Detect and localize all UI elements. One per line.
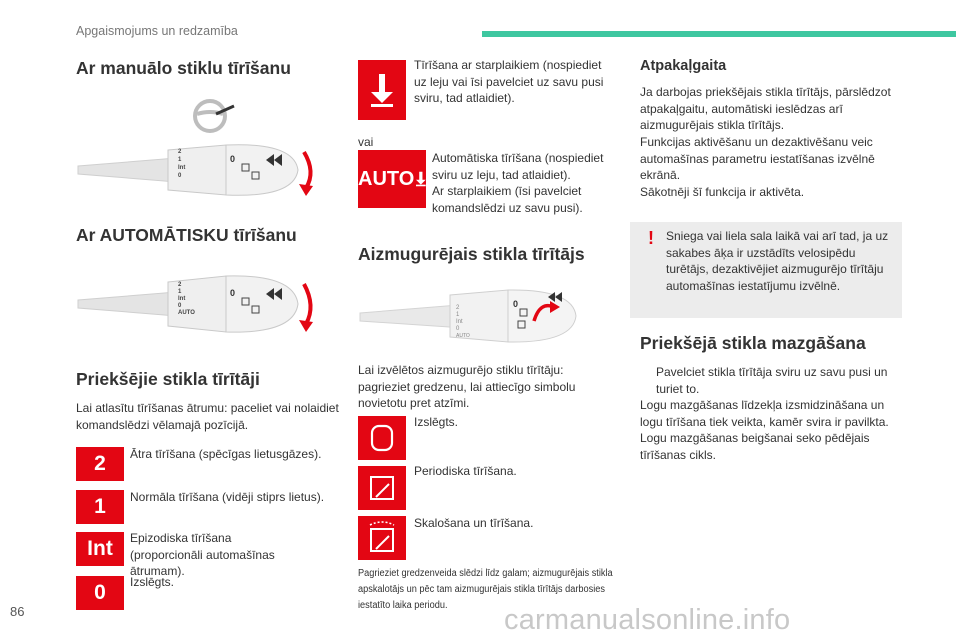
stalk2-label-1: 1 — [178, 289, 182, 295]
rear-wash-wipe-icon — [366, 521, 398, 555]
stalk-label-2: 2 — [178, 149, 182, 155]
auto-wiping-badge — [358, 150, 426, 208]
rear-wiper-intro: Lai izvēlētos aizmugurējo stiklu tīrītāju: pagrieziet gredzenu, lai attiecīgo simbolu novietotu pret atzīmi. — [358, 363, 576, 410]
front-wash-title: Priekšējā stikla mazgāšana — [640, 333, 866, 353]
front-wash-bullet-text: Pavelciet stikla tīrītāja sviru uz savu pusi un turiet to. — [656, 365, 888, 396]
svg-text:2: 2 — [456, 305, 460, 311]
rear-wiper-title: Aizmugurējais stikla tīrītājs — [358, 244, 585, 264]
stalk2-label-2: 2 — [178, 282, 182, 288]
stalk2-ring-symbols — [240, 284, 286, 320]
stalk-label-1: 1 — [178, 157, 182, 163]
stalk2-label-0: 0 — [178, 303, 182, 309]
speed-2-badge: 2 — [76, 447, 124, 481]
rear-off-badge — [358, 416, 406, 460]
rear-off-text: Izslēgts. — [414, 415, 459, 429]
stalk2-label-int: Int — [178, 296, 186, 302]
front-wipers-title: Priekšējie stikla tīrītāji — [76, 369, 260, 389]
speed-0-text: Izslēgts. — [130, 575, 175, 589]
auto-wiping-title: Ar AUTOMĀTISKU tīrīšanu — [76, 225, 297, 245]
speed-int-text: Epizodiska tīrīšana (proporcionāli automašīnas ātrumam). — [130, 531, 275, 578]
stalk2-ring-zero: 0 — [230, 288, 236, 298]
speed-2-text: Ātra tīrīšana (spēcīgas lietusgāzes). — [130, 447, 322, 461]
front-wipers-intro: Lai atlasītu tīrīšanas ātrumu: paceliet vai nolaidiet komandslēdzi vēlamajā pozīcijā. — [76, 401, 339, 432]
or-label: vai — [358, 135, 374, 149]
svg-text:AUTO: AUTO — [456, 333, 470, 339]
rear-wiper-stalk-image — [358, 285, 608, 347]
manual-wiping-title: Ar manuālo stiklu tīrīšanu — [76, 58, 291, 78]
warning-note-text: Sniega vai liela sala laikā vai arī tad, ja uz sakabes āķa ir uzstādīts velosipēdu turētājs, dezaktivējiet aizmugurējo tīrītāju automašīnas iestatījumu izvēlnē. — [666, 229, 889, 293]
intermittent-down-badge — [358, 60, 406, 120]
rear-wiper-footnote: Pagrieziet gredzenveida slēdzi līdz galam; aizmugurējais stikla apskalotājs un pēc tam aizmugurējais stikla tīrītājs darbosies iestatīto laika periodu. — [358, 568, 613, 611]
svg-text:1: 1 — [456, 312, 460, 318]
arrow-down-icon — [368, 72, 396, 108]
rear-wash-wipe-badge — [358, 516, 406, 560]
speed-1-text: Normāla tīrīšana (vidēji stiprs lietus). — [130, 490, 325, 504]
rear-off-icon — [369, 423, 395, 453]
speed-1-badge: 1 — [76, 490, 124, 524]
rear-wipe-icon — [367, 473, 397, 503]
rear-wipe-badge — [358, 466, 406, 510]
page-number: 86 — [10, 604, 25, 619]
steering-wheel-icon — [190, 98, 236, 134]
stalk-ring-zero: 0 — [230, 154, 236, 164]
watermark: carmanualsonline.info — [504, 604, 791, 636]
rear-wipe-text: Periodiska tīrīšana. — [414, 464, 517, 478]
svg-text:Int: Int — [456, 319, 463, 325]
speed-0-badge: 0 — [76, 576, 124, 610]
warning-mark-icon: ! — [648, 228, 654, 248]
wiper-stalk-manual-image — [76, 140, 326, 200]
svg-text:0: 0 — [513, 299, 519, 309]
reverse-gear-text-1: Ja darbojas priekšējais stikla tīrītājs, pārslēdzot atpakaļgaitu, automātiski ieslēdzas arī aizmugurējais stikla tīrītājs. — [640, 85, 891, 132]
stalk-label-0: 0 — [178, 173, 182, 179]
front-wash-text-2: Logu mazgāšanas beigšanai seko pēdējais tīrīšanas cikls. — [640, 431, 870, 462]
wiper-stalk-auto-image — [76, 270, 326, 340]
speed-int-badge: Int — [76, 532, 124, 566]
reverse-gear-title: Atpakaļgaita — [640, 58, 727, 74]
reverse-gear-text-2b: Sākotnēji šī funkcija ir aktivēta. — [640, 184, 805, 199]
auto-wiping-text-2: Ar starplaikiem (īsi pavelciet komandslēdzi uz savu pusi). — [432, 184, 583, 215]
stalk2-label-auto: AUTO — [178, 310, 195, 316]
reverse-gear-text-2a: Funkcijas aktivēšanu un dezaktivēšanu veic automašīnas parametru iestatīšanas izvēlnē ekrānā. — [640, 135, 875, 182]
front-wash-text-1: Logu mazgāšanas līdzekļa izsmidzināšana un logu tīrīšana tiek veikta, kamēr svira ir pavilkta. — [640, 398, 889, 429]
chapter-header: Apgaismojums un redzamība — [76, 24, 238, 38]
svg-text:0: 0 — [456, 326, 460, 332]
header-accent-bar — [482, 31, 956, 37]
stalk-label-int: Int — [178, 165, 186, 171]
front-wash-body — [640, 364, 910, 463]
intermittent-down-text: Tīrīšana ar starplaikiem (nospiediet uz leju vai īsi pavelciet uz savu pusi sviru, tad atlaidiet). — [414, 58, 604, 105]
stalk-ring-symbols — [240, 150, 286, 186]
auto-badge-label: AUTO — [358, 167, 415, 190]
rear-wash-wipe-text: Skalošana un tīrīšana. — [414, 516, 534, 530]
auto-wiping-text-1: Automātiska tīrīšana (nospiediet sviru uz leju, tad atlaidiet). — [432, 151, 604, 182]
auto-wiping-text — [432, 150, 612, 216]
auto-arrow-down-icon — [416, 169, 426, 189]
reverse-gear-text-2 — [640, 134, 902, 200]
front-wash-bullet — [640, 364, 910, 397]
